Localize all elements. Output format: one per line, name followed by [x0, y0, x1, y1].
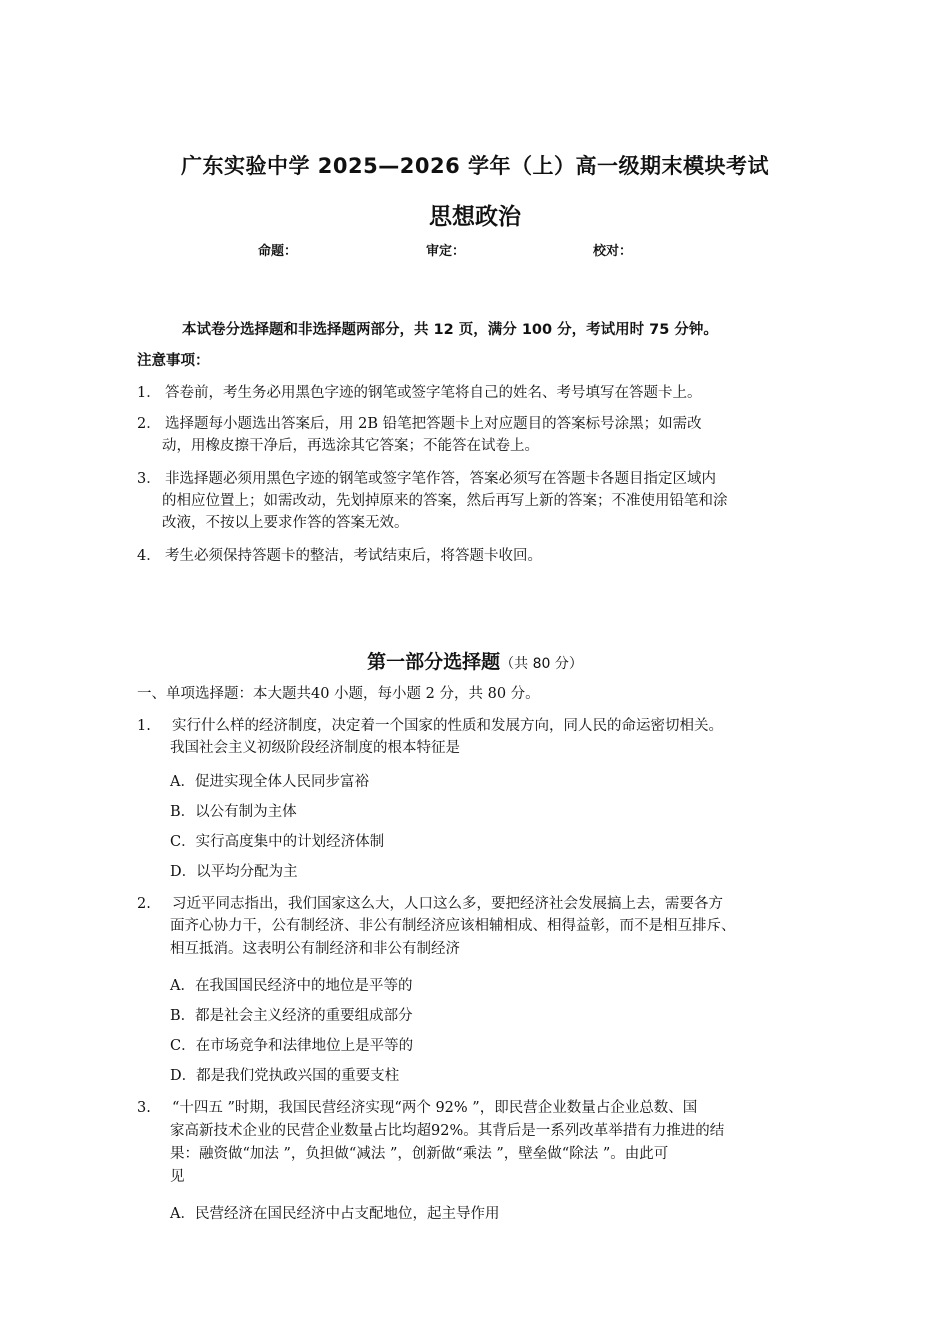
section-heading	[0, 647, 950, 674]
question-3-stem-line-2: 家高新技术企业的民营企业数量占比均超92%。其背后是一系列改革举措有力推进的结	[170, 1123, 725, 1139]
question-2-stem-line-3: 相互抵消。这表明公有制经济和非公有制经济	[170, 941, 460, 957]
notice-item-1-num: 1．	[137, 385, 161, 401]
question-3-stem-line-1: “十四五 ”时期，我国民营经济实现“两个 92% ”，即民营企业数量占企业总数、国	[172, 1100, 698, 1116]
question-3-number: 3.	[137, 1100, 151, 1116]
question-3-stem-line-3: 果：融资做“加法 ”，负担做“减法 ”，创新做“乘法 ”，壁垒做“除法 ”。由此可	[170, 1146, 669, 1162]
sign-propose: 命题：	[258, 244, 298, 259]
question-1-option-a: A．促进实现全体人民同步富裕	[170, 774, 369, 790]
notice-item-2-line-2: 动，用橡皮擦干净后，再选涂其它答案；不能答在试卷上。	[162, 438, 539, 454]
question-2-stem-line-1: 习近平同志指出，我们国家这么大，人口这么多，要把经济社会发展搞上去，需要各方	[172, 896, 723, 912]
question-2-number: 2.	[137, 896, 151, 912]
question-2-stem-line-2: 面齐心协力干，公有制经济、非公有制经济应该相辅相成、相得益彰，而不是相互排斥、	[170, 918, 736, 934]
section-instruction: 一、单项选择题：本大题共40 小题，每小题 2 分，共 80 分。	[137, 686, 540, 702]
question-1-option-c: C．实行高度集中的计划经济体制	[170, 834, 385, 850]
question-1-number: 1.	[137, 718, 151, 734]
question-2-option-c: C．在市场竞争和法律地位上是平等的	[170, 1038, 414, 1054]
notice-item-3-line-2: 的相应位置上；如需改动，先划掉原来的答案，然后再写上新的答案；不准使用铅笔和涂	[162, 493, 728, 509]
notice-item-2-num: 2．	[137, 416, 161, 432]
question-3-stem-line-4: 见	[170, 1169, 185, 1185]
section-title: 第一部分选择题	[367, 651, 501, 673]
exam-title: 广东实验中学 2025—2026 学年（上）高一级期末模块考试	[180, 154, 769, 178]
question-2-option-d: D．都是我们党执政兴国的重要支柱	[170, 1068, 400, 1084]
notice-item-4-line-1: 考生必须保持答题卡的整洁，考试结束后，将答题卡收回。	[165, 548, 542, 564]
notice-item-3-num: 3．	[137, 471, 161, 487]
section-score: （共 80 分）	[500, 656, 583, 672]
question-1-option-d: D．以平均分配为主	[170, 864, 298, 880]
question-1-option-b: B．以公有制为主体	[170, 804, 297, 820]
notice-item-3-line-1: 非选择题必须用黑色字迹的钢笔或签字笔作答，答案必须写在答题卡各题目指定区域内	[165, 471, 716, 487]
question-1-stem-line-2: 我国社会主义初级阶段经济制度的根本特征是	[170, 740, 460, 756]
notice-item-4-num: 4．	[137, 548, 161, 564]
notice-item-2-line-1: 选择题每小题选出答案后，用 2B 铅笔把答题卡上对应题目的答案标号涂黑；如需改	[165, 416, 702, 432]
exam-intro: 本试卷分选择题和非选择题两部分，共 12 页，满分 100 分，考试用时 75 分钟。	[182, 322, 718, 338]
question-1-stem-line-1: 实行什么样的经济制度，决定着一个国家的性质和发展方向，同人民的命运密切相关。	[172, 718, 723, 734]
question-3-option-a: A．民营经济在国民经济中占支配地位，起主导作用	[170, 1206, 500, 1222]
subject-title: 思想政治	[429, 204, 521, 230]
sign-review: 审定：	[426, 244, 466, 259]
notice-heading: 注意事项：	[137, 353, 210, 369]
sign-check: 校对：	[593, 244, 633, 259]
notice-item-3-line-3: 改液，不按以上要求作答的答案无效。	[162, 515, 409, 531]
question-2-option-a: A．在我国国民经济中的地位是平等的	[170, 978, 413, 994]
notice-item-1-line-1: 答卷前，考生务必用黑色字迹的钢笔或签字笔将自己的姓名、考号填写在答题卡上。	[165, 385, 702, 401]
question-2-option-b: B．都是社会主义经济的重要组成部分	[170, 1008, 413, 1024]
